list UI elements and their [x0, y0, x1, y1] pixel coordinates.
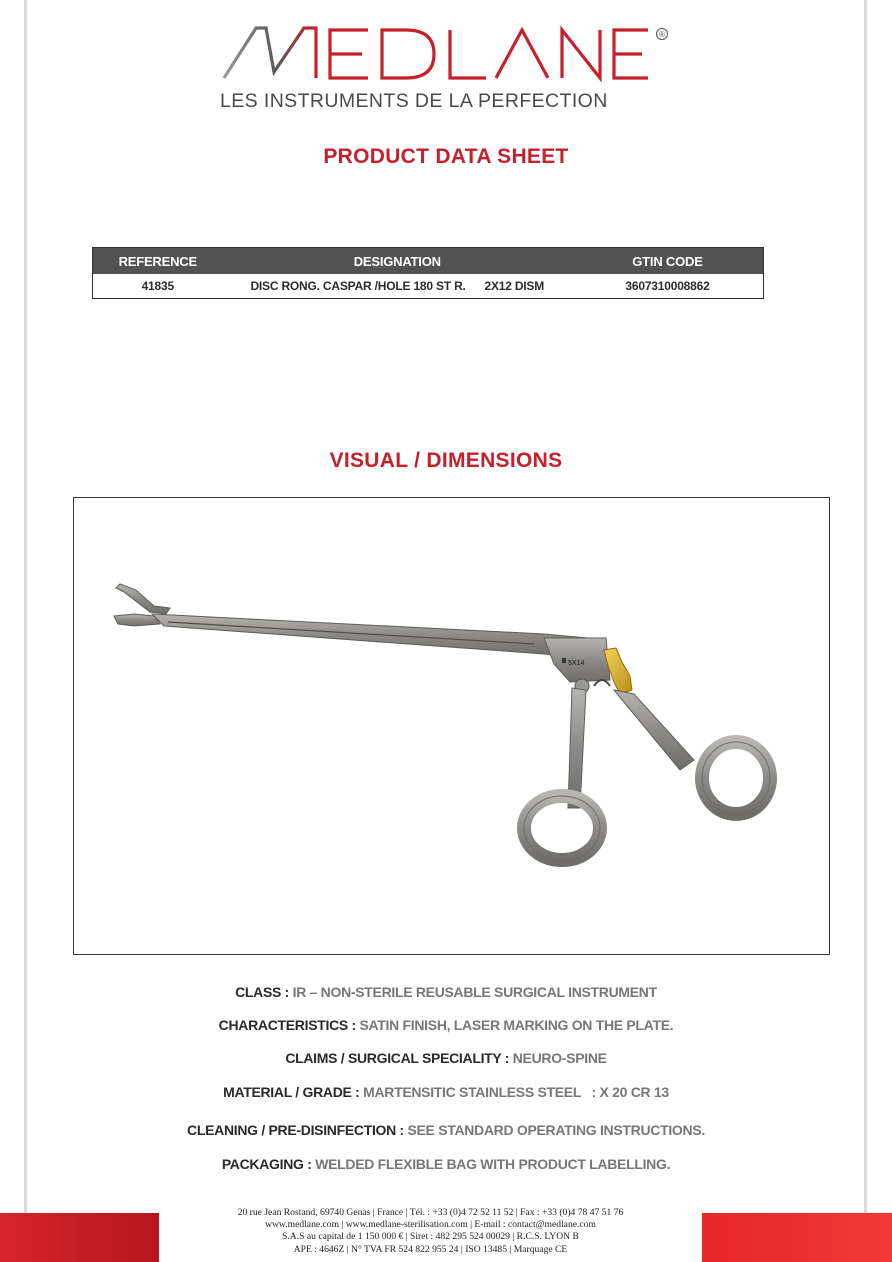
spec-label: CHARACTERISTICS :	[218, 1017, 360, 1033]
spec-value: SEE STANDARD OPERATING INSTRUCTIONS.	[407, 1122, 705, 1138]
header-designation: DESIGNATION	[223, 248, 572, 275]
company-footer	[160, 1207, 701, 1256]
instrument-marking-label: 5X14	[568, 660, 585, 667]
spec-label: CLEANING / PRE-DISINFECTION :	[187, 1122, 408, 1138]
visual-dimensions-title: VISUAL / DIMENSIONS	[329, 449, 563, 472]
table-header-row	[93, 248, 764, 275]
brand-tagline: LES INSTRUMENTS DE LA PERFECTION	[220, 90, 608, 112]
cell-gtin-code: 3607310008862	[625, 279, 710, 293]
cell-reference: 41835	[141, 279, 174, 293]
footer-web: www.medlane.com | www.medlane-sterilisation.com | E-mail : contact@medlane.com	[265, 1219, 596, 1231]
spec-class	[0, 984, 892, 1000]
spec-material	[0, 1084, 892, 1100]
table-row	[93, 274, 764, 299]
rongeur-instrument-image	[74, 498, 831, 956]
footer-address: 20 rue Jean Rostand, 69740 Genas | France | Tél. : +33 (0)4 72 52 11 52 | Fax : +33 (0)4 78 47 51 76	[237, 1207, 624, 1218]
spec-value: WELDED FLEXIBLE BAG WITH PRODUCT LABELLING.	[315, 1156, 671, 1172]
reference-table	[92, 247, 764, 299]
footer-red-bar-right	[702, 1213, 892, 1262]
spec-value: SATIN FINISH, LASER MARKING ON THE PLATE.	[359, 1017, 674, 1033]
page-border-right	[864, 0, 867, 1262]
spec-value: IR – NON-STERILE REUSABLE SURGICAL INSTRUMENT	[292, 984, 657, 1000]
spec-label: PACKAGING :	[221, 1156, 316, 1172]
spec-characteristics	[0, 1017, 892, 1033]
registered-mark: ®	[659, 30, 665, 39]
footer-red-bar-left	[0, 1213, 159, 1262]
spec-claims	[0, 1050, 892, 1066]
spec-label: CLAIMS / SURGICAL SPECIALITY :	[285, 1050, 513, 1066]
spec-packaging	[0, 1156, 892, 1172]
spec-value: NEURO-SPINE	[512, 1050, 607, 1066]
cell-designation: DISC RONG. CASPAR /HOLE 180 ST R. 2X12 DISM	[250, 279, 545, 293]
footer-registration: APE : 4646Z | N° TVA FR 524 822 955 24 | ISO 13485 | Marquage CE	[293, 1243, 568, 1255]
footer-legal: S.A.S au capital de 1 150 000 € | Siret : 482 295 524 00029 | R.C.S. LYON B	[282, 1231, 579, 1243]
spec-cleaning	[0, 1122, 892, 1138]
header-reference: REFERENCE	[93, 248, 223, 275]
product-data-sheet-title: PRODUCT DATA SHEET	[323, 145, 569, 168]
spec-label: MATERIAL / GRADE :	[223, 1084, 364, 1100]
spec-label: CLASS :	[235, 984, 293, 1000]
spec-value: MARTENSITIC STAINLESS STEEL : X 20 CR 13	[363, 1084, 669, 1100]
header-gtin-code: GTIN CODE	[572, 248, 764, 275]
instrument-visual-frame	[73, 497, 830, 955]
medlane-logo	[220, 22, 680, 84]
page-border-left	[24, 0, 27, 1262]
